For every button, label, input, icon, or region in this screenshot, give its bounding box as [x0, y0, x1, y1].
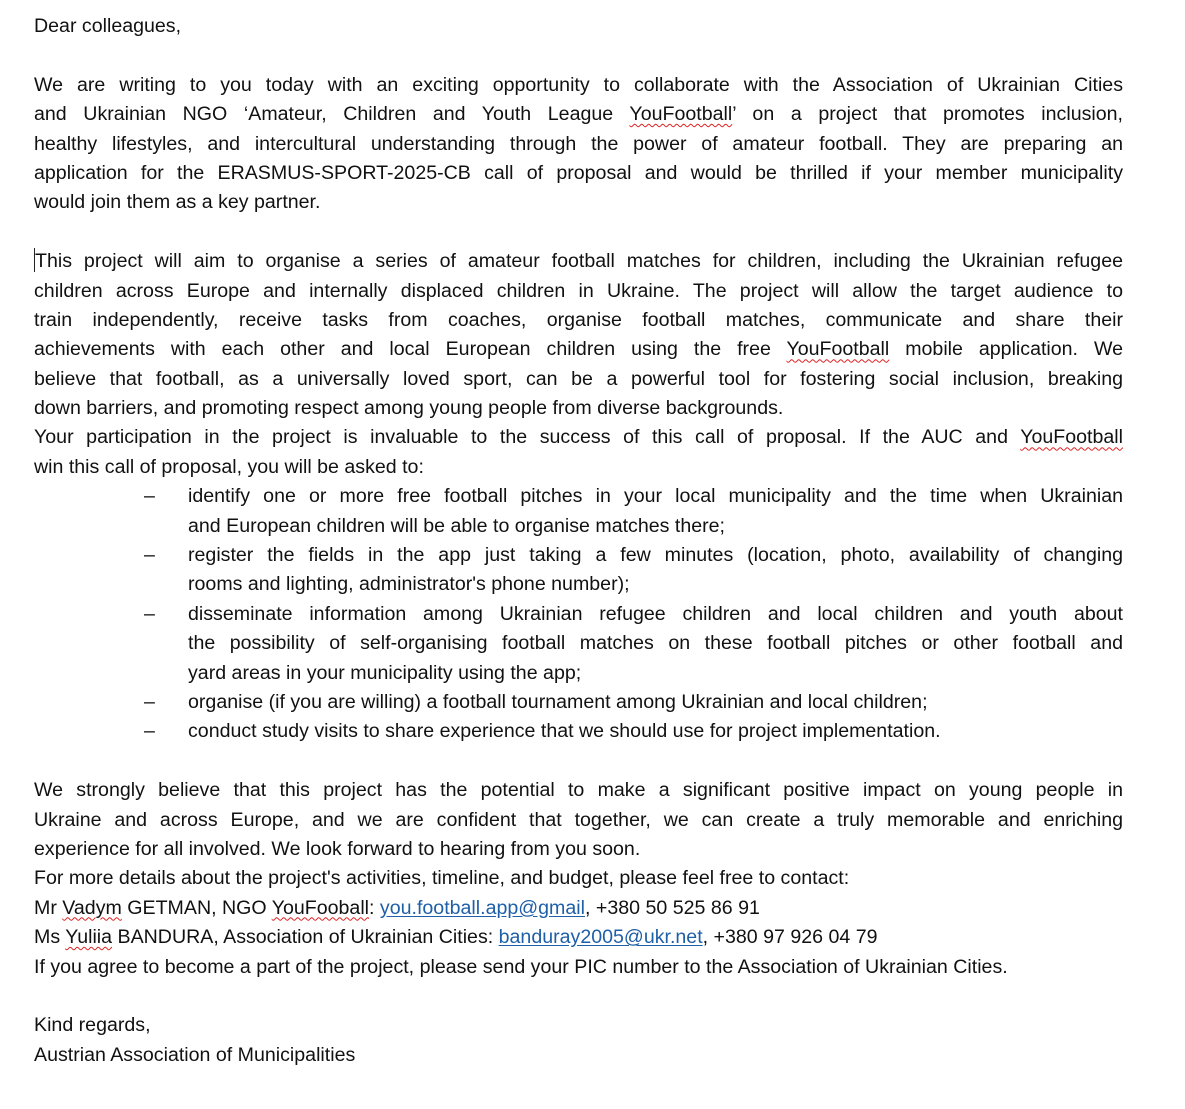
contact-name: BANDURA, Association of Ukrainian Cities	[112, 926, 488, 949]
text-line	[34, 335, 1123, 364]
task-line	[34, 512, 1123, 541]
signoff: Kind regards,	[34, 1014, 151, 1037]
spellcheck-word[interactable]: YouFooball	[271, 896, 370, 919]
text-line: would join them as a key partner.	[34, 191, 321, 214]
task-text: register the fields in the app just taking a few minutes (location, photo, availability of changing	[188, 544, 1123, 567]
email-link-getman[interactable]: you.football.app@gmail	[379, 896, 585, 919]
task-line	[34, 570, 1123, 599]
text-segment: ’ on a project that promotes inclusion,	[732, 103, 1123, 126]
blank-line	[34, 982, 1123, 1011]
dash-bullet-icon: –	[144, 720, 155, 743]
task-line	[34, 629, 1123, 658]
closing-request: If you agree to become a part of the project, please send your PIC number to the Association of Ukrainian Cities.	[34, 955, 1008, 978]
email-link-bandura[interactable]: banduray2005@ukr.net	[498, 926, 703, 949]
text-segment: This project will aim to organise a series of amateur football matches for children, including the Ukrainian refugee	[35, 250, 1123, 273]
text-line: down barriers, and promoting respect among young people from diverse backgrounds.	[34, 397, 784, 420]
contact-colon: :	[487, 926, 499, 949]
text-line	[34, 100, 1123, 129]
signature: Austrian Association of Municipalities	[34, 1043, 356, 1066]
task-line	[34, 659, 1123, 688]
task-text: disseminate information among Ukrainian refugee children and local children and youth about	[188, 602, 1123, 625]
task-text: and European children will be able to organise matches there;	[188, 514, 725, 537]
text-line: believe that football, as a universally loved sport, can be a powerful tool for fostering social inclusion, breaking	[34, 367, 1123, 390]
text-line: application for the ERASMUS-SPORT-2025-CB call of proposal and would be thrilled if your member municipality	[34, 161, 1123, 184]
text-line: For more details about the project's activities, timeline, and budget, please feel free to contact:	[34, 867, 850, 890]
paragraph-closing	[34, 776, 1123, 982]
task-text: yard areas in your municipality using the app;	[188, 661, 582, 684]
task-list-item	[34, 482, 1123, 541]
text-line: healthy lifestyles, and intercultural understanding through the power of amateur football. They are preparing an	[34, 132, 1123, 155]
greeting: Dear colleagues,	[34, 15, 182, 37]
text-line: Ukraine and across Europe, and we are confident that together, we can create a truly memorable and enriching	[34, 808, 1123, 831]
paragraph-intro	[34, 71, 1123, 218]
spellcheck-word[interactable]: YouFootball	[786, 338, 890, 361]
task-text: conduct study visits to share experience that we should use for project implementation.	[188, 720, 941, 743]
spellcheck-word[interactable]: Vadym	[62, 896, 122, 919]
task-text: the possibility of self-organising football matches on these football pitches or other football and	[188, 632, 1123, 655]
dash-bullet-icon: –	[144, 544, 155, 567]
dash-bullet-icon: –	[144, 690, 155, 713]
task-list-item	[34, 688, 1123, 717]
text-line: children across Europe and internally displaced children in Ukraine. The project will allow the target audience to	[34, 279, 1123, 302]
task-text: organise (if you are willing) a football tournament among Ukrainian and local children;	[188, 690, 928, 713]
dash-bullet-icon: –	[144, 602, 155, 625]
text-segment: mobile application. We	[889, 338, 1123, 361]
task-line	[34, 717, 1123, 746]
contact-bandura	[34, 923, 1123, 952]
contact-name: GETMAN, NGO	[121, 896, 272, 919]
blank-line	[34, 747, 1123, 776]
contact-getman	[34, 894, 1123, 923]
task-line	[34, 600, 1123, 629]
letter-document	[34, 12, 1123, 1070]
task-line	[34, 688, 1123, 717]
text-line: We are writing to you today with an exciting opportunity to collaborate with the Association of Ukrainian Cities	[34, 73, 1123, 96]
dash-bullet-icon: –	[144, 485, 155, 508]
text-line: train independently, receive tasks from coaches, organise football matches, communicate and share their	[34, 308, 1123, 331]
task-text: rooms and lighting, administrator's phone number);	[188, 573, 630, 596]
text-line: We strongly believe that this project has the potential to make a significant positive impact on young people in	[34, 779, 1123, 802]
text-line: experience for all involved. We look forward to hearing from you soon.	[34, 837, 641, 860]
task-list-item	[34, 541, 1123, 600]
contact-prefix: Ms	[34, 926, 66, 949]
task-list-item	[34, 600, 1123, 688]
contact-prefix: Mr	[34, 896, 63, 919]
contact-phone: , +380 50 525 86 91	[585, 896, 760, 919]
text-line[interactable]	[34, 247, 1123, 276]
contact-phone: , +380 97 926 04 79	[702, 926, 878, 949]
task-text: identify one or more free football pitches in your local municipality and the time when Ukrainian	[188, 485, 1123, 508]
blank-line	[34, 41, 1123, 70]
paragraph-project	[34, 247, 1123, 482]
spellcheck-word[interactable]: Yuliia	[65, 926, 113, 949]
task-line	[34, 541, 1123, 570]
spellcheck-word[interactable]: YouFootball	[629, 103, 733, 126]
task-list	[34, 482, 1123, 747]
text-segment: Your participation in the project is invaluable to the success of this call of proposal. If the AUC and	[34, 426, 1021, 449]
contact-colon: :	[369, 896, 380, 919]
task-list-item	[34, 717, 1123, 746]
text-line	[34, 423, 1123, 452]
spellcheck-word[interactable]: YouFootball	[1020, 426, 1123, 449]
text-line: win this call of proposal, you will be asked to:	[34, 455, 424, 478]
blank-line	[34, 218, 1123, 247]
text-segment: and Ukrainian NGO ‘Amateur, Children and Youth League	[34, 103, 630, 126]
task-line	[34, 482, 1123, 511]
text-segment: achievements with each other and local European children using the free	[34, 338, 787, 361]
